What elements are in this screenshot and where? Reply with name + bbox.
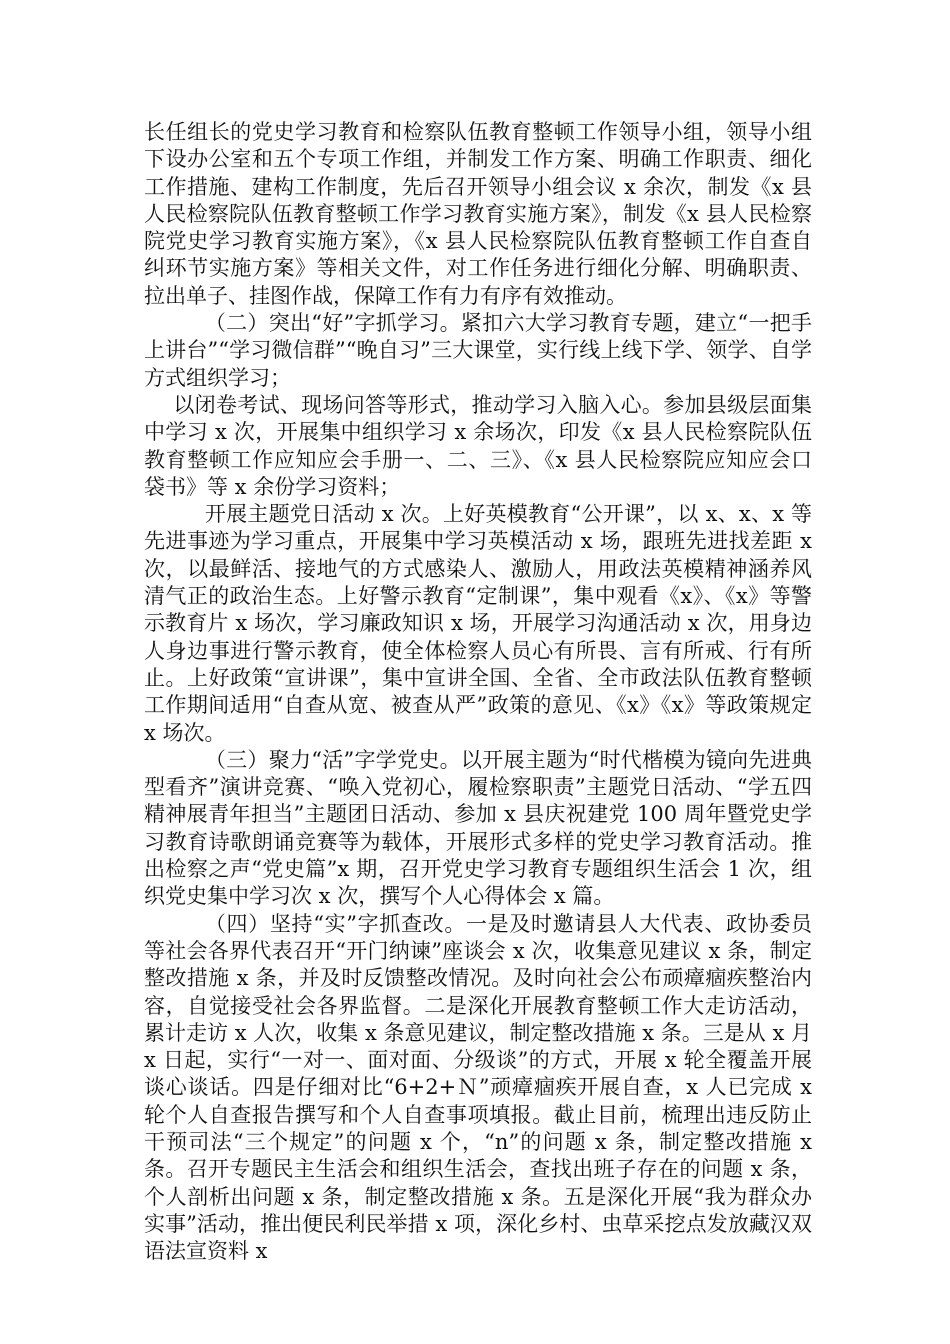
paragraph-study-exams: 以闭卷考试、现场问答等形式，推动学习入脑入心。参加县级层面集中学习 x 次，开展集中组织学习 x 余场次，印发《x 县人民检察院队伍教育整顿工作应知应会手册一、二、三》、《x 县人民检察院应知应会口袋书》等 x 余份学习资料； bbox=[144, 392, 812, 499]
paragraph-section-two-study: （二）突出“好”字抓学习。紧扣六大学习教育专题，建立“一把手上讲台”“学习微信群”“晚自习”三大课堂，实行线上线下学、领学、自学方式组织学习； bbox=[144, 311, 812, 390]
paragraph-section-four-inspection: （四）坚持“实”字抓查改。一是及时邀请县人大代表、政协委员等社会各界代表召开“开门纳谏”座谈会 x 次，收集意见建议 x 条，制定整改措施 x 条，并及时反馈整改情况。及时向社会公布顽瘴痼疾整治内容，自觉接受社会各界监督。二是深化开展教育整顿工作大走访活动，累计走访 x 人次，收集 x 条意见建议，制定整改措施 x 条。三是从 x 月 x 日起，实行“一对一、面对面、分级谈”的方式，开展 x 轮全覆盖开展谈心谈话。四是仔细对比“6+2+Ｎ”顽瘴痼疾开展自查，x 人已完成 x 轮个人自查报告撰写和个人自查事项填报。截止目前，梳理出违反防止干预司法“三个规定”的问题 x 个，“n”的问题 x 条，制定整改措施 x 条。召开专题民主生活会和组织生活会，查找出班子存在的问题 x 条，个人剖析出问题 x 条，制定整改措施 x 条。五是深化开展“我为群众办实事”活动，推出便民利民举措 x 项，深化乡村、虫草采挖点发放藏汉双语法宣资料 x bbox=[144, 911, 812, 1264]
paragraph-section-three-party-history: （三）聚力“活”字学党史。以开展主题为“时代楷模为镜向先进典型看齐”演讲竞赛、“唤入党初心，履检察职责”主题党日活动、“学五四精神展青年担当”主题团日活动、参加 x 县庆祝建党 100 周年暨党史学习教育诗歌朗诵竞赛等为载体，开展形式多样的党史学习教育活动。推出检察之声“党史篇”x 期，召开党史学习教育专题组织生活会 1 次，组织党史集中学习次 x 次，撰写个人心得体会 x 篇。 bbox=[144, 747, 812, 909]
document-page bbox=[144, 119, 812, 1265]
paragraph-party-day-activities: 开展主题党日活动 x 次。上好英模教育“公开课”，以 x、x、x 等先进事迹为学习重点，开展集中学习英模活动 x 场，跟班先进找差距 x 次，以最鲜活、接地气的方式感染人、激励人，用政法英模精神涵养风清气正的政治生态。上好警示教育“定制课”，集中观看《x》、《x》等警示教育片 x 场次，学习廉政知识 x 场，开展学习沟通活动 x 次，用身边人身边事进行警示教育，使全体检察人员心有所畏、言有所戒、行有所止。上好政策“宣讲课”，集中宣讲全国、全省、全市政法队伍教育整顿工作期间适用“自查从宽、被查从严”政策的意见、《x》《x》等政策规定 x 场次。 bbox=[144, 502, 812, 745]
paragraph-continuation-leadership-group: 长任组长的党史学习教育和检察队伍教育整顿工作领导小组，领导小组下设办公室和五个专项工作组，并制发工作方案、明确工作职责、细化工作措施、建构工作制度，先后召开领导小组会议 x 余次，制发《x 县人民检察院队伍教育整顿工作学习教育实施方案》，制发《x 县人民检察院党史学习教育实施方案》，《x 县人民检察院队伍教育整顿工作自查自纠环节实施方案》等相关文件，对工作任务进行细化分解、明确职责、拉出单子、挂图作战，保障工作有力有序有效推动。 bbox=[144, 120, 812, 308]
